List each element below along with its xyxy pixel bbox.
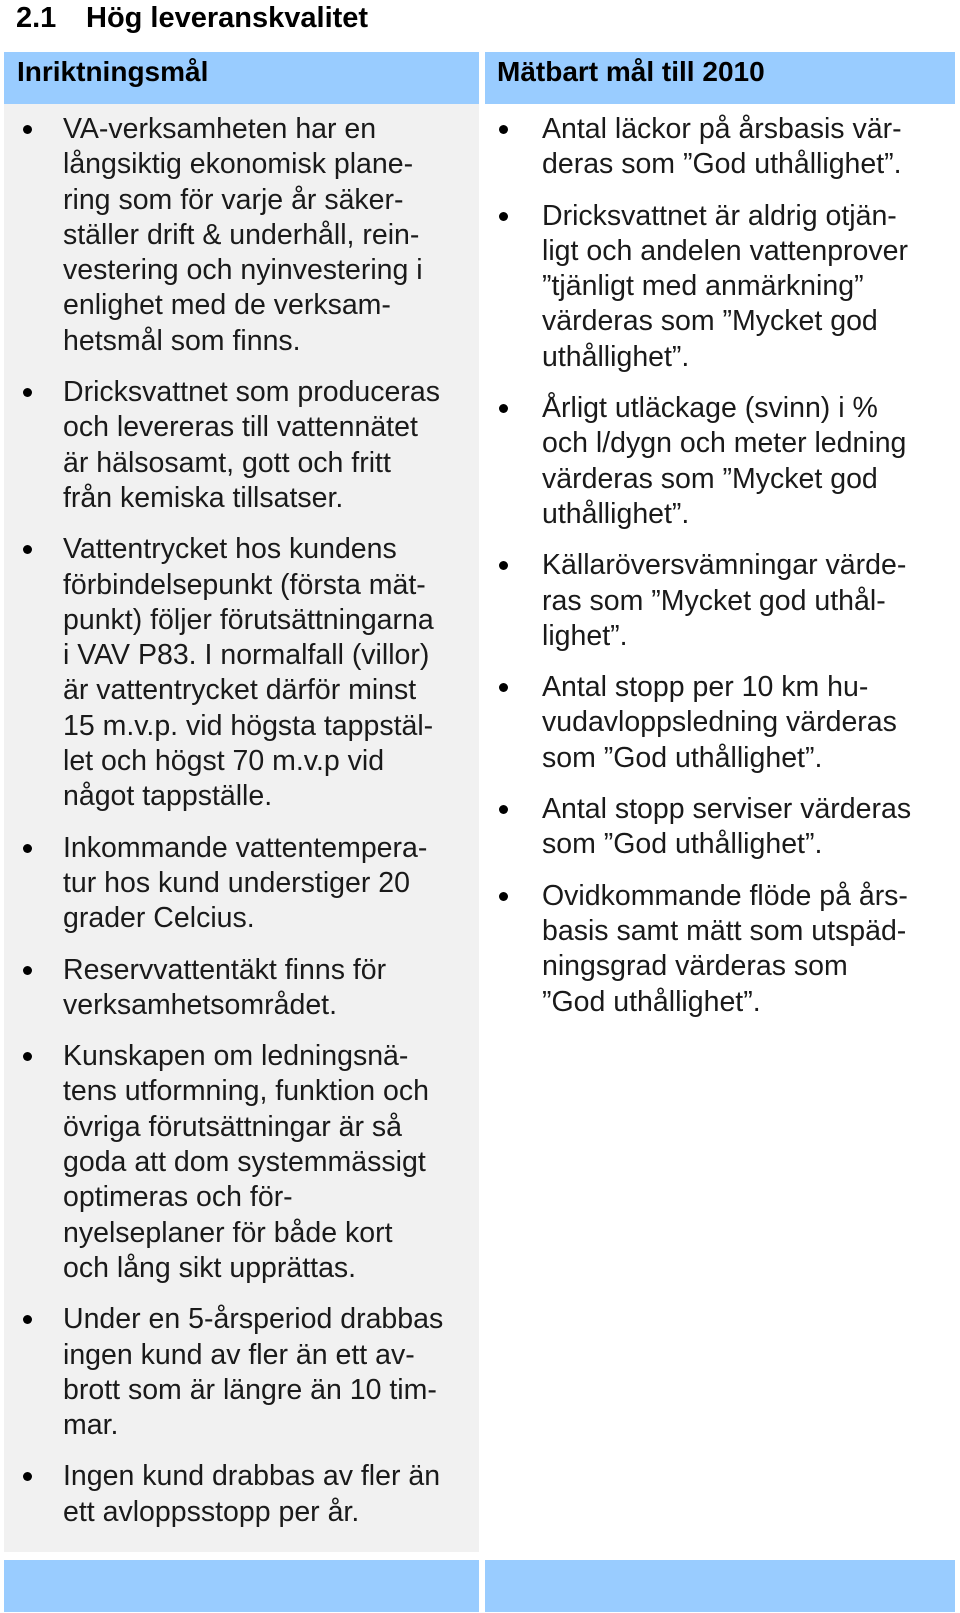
target-item-line: Antal läckor på årsbasis vär- xyxy=(542,113,902,145)
target-item-line: värderas som ”Mycket god xyxy=(542,462,878,495)
goal-item-line: Ingen kund drabbas av fler än xyxy=(63,1460,441,1493)
goal-item-line: i VAV P83. I normalfall (villor) xyxy=(63,639,430,672)
goal-item-line: punkt) följer förutsättningarna xyxy=(63,603,434,636)
target-item xyxy=(485,199,955,375)
targets-column-header: Mätbart mål till 2010 xyxy=(485,52,955,104)
goal-item-line: Vattentrycket hos kundens xyxy=(63,533,397,566)
target-item-line: Ovidkommande flöde på års- xyxy=(542,879,908,912)
target-item xyxy=(485,548,955,654)
goal-item-line: och lång sikt upprättas. xyxy=(63,1251,357,1284)
goal-item xyxy=(4,953,479,1024)
goal-item-line: optimeras och för- xyxy=(63,1181,293,1214)
goals-column xyxy=(4,52,479,1552)
target-item-line: Dricksvattnet är aldrig otjän- xyxy=(542,199,897,232)
goal-item xyxy=(4,532,479,814)
goal-item xyxy=(4,1302,479,1443)
goal-item xyxy=(4,1039,479,1286)
goal-item-line: är hälsosamt, gott och fritt xyxy=(63,446,391,479)
targets-list xyxy=(485,112,955,1036)
section-heading xyxy=(16,0,368,40)
goal-item-line: vestering och nyinvestering i xyxy=(63,254,423,287)
target-item-line: ligt och andelen vattenprover xyxy=(542,234,908,267)
goal-item-line: hetsmål som finns. xyxy=(63,324,301,357)
goal-item-line: och levereras till vattennätet xyxy=(63,411,418,444)
targets-footer-bar xyxy=(485,1560,955,1612)
target-item-line: basis samt mätt som utspäd- xyxy=(542,914,907,947)
bullet-icon xyxy=(23,1315,32,1324)
target-item-line: ”God uthållighet”. xyxy=(542,985,761,1018)
target-item-line: deras som ”God uthållighet”. xyxy=(542,148,902,181)
goal-item-line: let och högst 70 m.v.p vid xyxy=(63,745,385,778)
bullet-icon xyxy=(499,561,508,570)
target-item-line: som ”God uthållighet”. xyxy=(542,741,823,774)
target-item-line: Antal stopp serviser värderas xyxy=(542,793,912,826)
section-number: 2.1 xyxy=(16,2,57,34)
goal-item xyxy=(4,375,479,516)
bullet-icon xyxy=(499,892,508,901)
bullet-icon xyxy=(23,1472,32,1481)
target-item xyxy=(485,670,955,776)
target-item-line: ”tjänligt med anmärkning” xyxy=(542,270,864,303)
goal-item-line: mar. xyxy=(63,1409,119,1442)
bullet-icon xyxy=(499,212,508,221)
goal-item-line: ring som för varje år säker- xyxy=(63,183,404,216)
target-item-line: Antal stopp per 10 km hu- xyxy=(542,671,869,704)
goal-item-line: Kunskapen om ledningsnä- xyxy=(63,1040,409,1073)
bullet-icon xyxy=(23,125,32,134)
goal-item-line: tur hos kund understiger 20 xyxy=(63,866,410,899)
goal-item-line: övriga förutsättningar är så xyxy=(63,1110,403,1143)
target-item-line: och l/dygn och meter ledning xyxy=(542,427,907,460)
goal-item-line: något tappställe. xyxy=(63,780,273,813)
goal-item-line: tens utformning, funktion och xyxy=(63,1075,429,1108)
bullet-icon xyxy=(499,805,508,814)
goal-item-line: nyelseplaner för både kort xyxy=(63,1216,393,1249)
goal-item-line: 15 m.v.p. vid högsta tappstäl- xyxy=(63,709,434,742)
bullet-icon xyxy=(23,545,32,554)
target-item-line: Källaröversvämningar värde- xyxy=(542,549,907,582)
goal-item-line: Reservvattentäkt finns för xyxy=(63,953,387,986)
target-item-line: vudavloppsledning värderas xyxy=(542,706,897,739)
target-item-line: uthållighet”. xyxy=(542,497,690,530)
target-item-line: ningsgrad värderas som xyxy=(542,950,848,983)
goal-item-line: brott som är längre än 10 tim- xyxy=(63,1373,437,1406)
target-item-line: som ”God uthållighet”. xyxy=(542,828,823,861)
targets-column xyxy=(485,52,955,1552)
goal-item xyxy=(4,831,479,937)
bullet-icon xyxy=(499,683,508,692)
target-item-line: Årligt utläckage (svinn) i % xyxy=(542,392,878,425)
target-item xyxy=(485,391,955,532)
goal-item-line: VA-verksamheten har en xyxy=(63,113,377,145)
goal-item-line: förbindelsepunkt (första mät- xyxy=(63,568,426,601)
bullet-icon xyxy=(23,844,32,853)
target-item xyxy=(485,879,955,1020)
bullet-icon xyxy=(499,125,508,134)
goal-item-line: Under en 5-årsperiod drabbas xyxy=(63,1303,444,1336)
bullet-icon xyxy=(23,966,32,975)
target-item-line: värderas som ”Mycket god xyxy=(542,305,878,338)
goal-item xyxy=(4,1459,479,1530)
bullet-icon xyxy=(23,1052,32,1061)
goal-item-line: ställer drift & underhåll, rein- xyxy=(63,218,420,251)
goal-item-line: är vattentrycket därför minst xyxy=(63,674,417,707)
target-item xyxy=(485,792,955,863)
goals-list xyxy=(4,112,479,1546)
goal-item-line: Inkommande vattentempera- xyxy=(63,831,428,864)
target-item xyxy=(485,112,955,183)
goal-item-line: långsiktig ekonomisk plane- xyxy=(63,148,414,181)
goals-footer-bar xyxy=(4,1560,479,1612)
goal-item-line: grader Celcius. xyxy=(63,902,255,935)
goal-item-line: från kemiska tillsatser. xyxy=(63,481,344,514)
target-item-line: lighet”. xyxy=(542,619,628,652)
goal-item xyxy=(4,112,479,359)
goal-item-line: ett avloppsstopp per år. xyxy=(63,1495,360,1528)
goal-item-line: enlighet med de verksam- xyxy=(63,289,391,322)
bullet-icon xyxy=(499,404,508,413)
goal-item-line: ingen kund av fler än ett av- xyxy=(63,1338,415,1371)
goal-item-line: goda att dom systemmässigt xyxy=(63,1146,426,1179)
goal-item-line: Dricksvattnet som produceras xyxy=(63,376,440,409)
bullet-icon xyxy=(23,388,32,397)
goal-item-line: verksamhetsområdet. xyxy=(63,988,338,1021)
target-item-line: ras som ”Mycket god uthål- xyxy=(542,584,886,617)
target-item-line: uthållighet”. xyxy=(542,340,690,373)
section-title: Hög leveranskvalitet xyxy=(86,2,369,34)
goals-column-header: Inriktningsmål xyxy=(4,52,479,104)
